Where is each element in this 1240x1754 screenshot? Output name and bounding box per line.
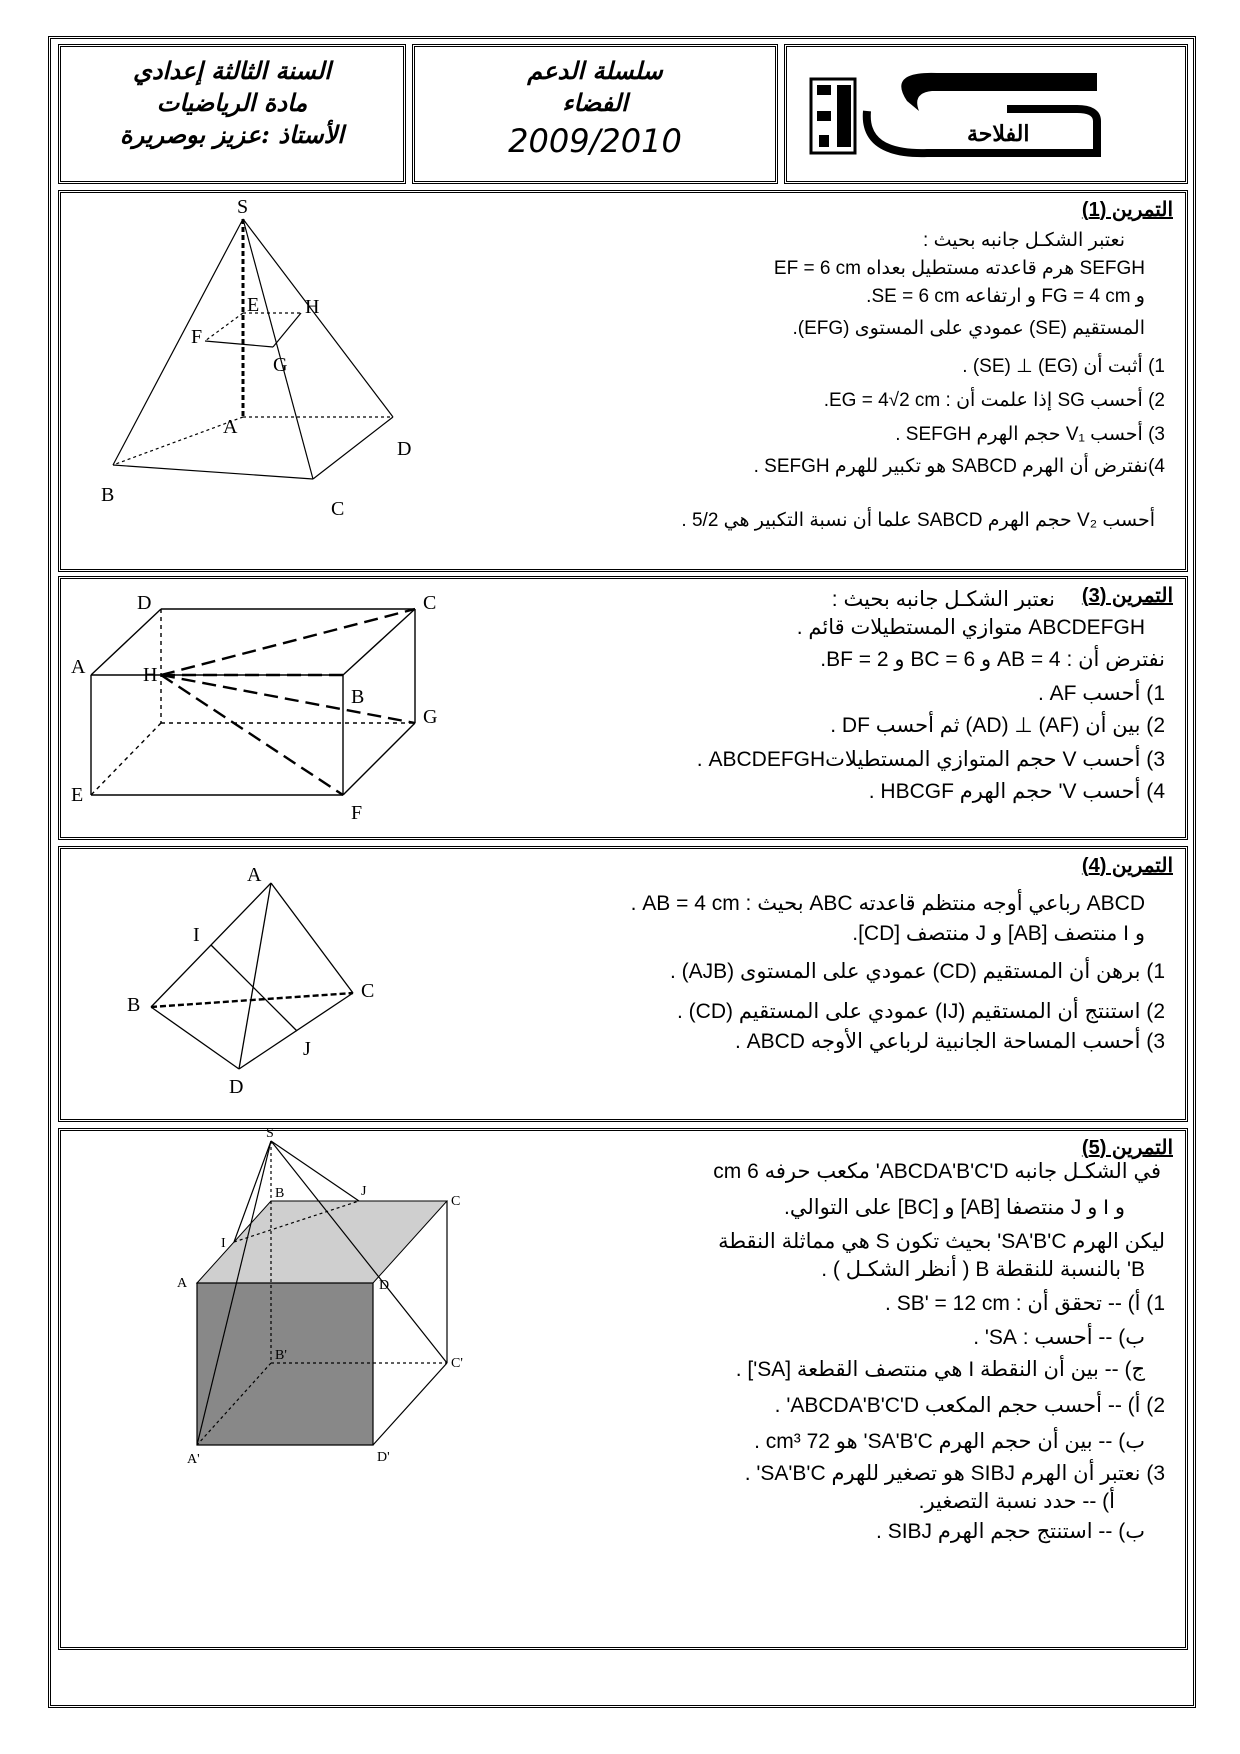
logo-text: الفلاحة bbox=[967, 121, 1030, 146]
ex5-line: ب) -- استنتج حجم الهرم SIBJ . bbox=[876, 1520, 1145, 1543]
fig4-label: C bbox=[361, 980, 375, 1002]
exercise-5-title: التمرين (5) bbox=[1081, 1137, 1173, 1159]
fig1-label: A bbox=[223, 416, 238, 438]
ex1-line: 3) أحسب V₁ حجم الهرم SEFGH . bbox=[895, 424, 1165, 445]
fig5-label: A' bbox=[187, 1452, 200, 1467]
ex3-line: ABCDEFGH متوازي المستطيلات قائم . bbox=[796, 616, 1145, 639]
ex3-line: 2) بين أن (AF) ⊥ (AD) ثم أحسب DF . bbox=[830, 714, 1165, 737]
ex4-line: و I منتصف [AB] و J منتصف [CD]. bbox=[852, 922, 1145, 945]
fig3-label: B bbox=[351, 686, 365, 708]
ex1-line: و FG = 4 cm و ارتفاعه SE = 6 cm. bbox=[866, 286, 1145, 307]
ex3-line: 1) أحسب AF . bbox=[1037, 682, 1165, 705]
fig5-label: B bbox=[275, 1186, 285, 1201]
ex5-line: ب) -- أحسب : SA' . bbox=[973, 1326, 1145, 1349]
ex4-line: 3) أحسب المساحة الجانبية لرباعي الأوجه ABCD . bbox=[734, 1030, 1165, 1053]
fig1-label: G bbox=[273, 354, 288, 376]
ex1-line: المستقيم (SE) عمودي على المستوى (EFG). bbox=[792, 318, 1145, 339]
ex3-line: 3) أحسب V حجم المتوازي المستطيلاتABCDEFGH . bbox=[696, 748, 1165, 771]
fig5-label: A bbox=[177, 1276, 188, 1291]
exercise-4-figure bbox=[121, 853, 481, 1113]
fig1-label: D bbox=[397, 438, 412, 460]
ex4-line: 2) استنتج أن المستقيم (IJ) عمودي على المستقيم (CD) . bbox=[676, 1000, 1165, 1023]
ex5-line: 2) أ) -- أحسب حجم المكعب ABCDA'B'C'D' . bbox=[774, 1394, 1165, 1417]
fig3-label: F bbox=[351, 802, 363, 824]
fig5-label: D' bbox=[377, 1450, 390, 1465]
ex1-line: أحسب V₂ حجم الهرم SABCD علما أن نسبة التكبير هي 5/2 . bbox=[681, 510, 1155, 531]
ex1-line: 2) أحسب SG إذا علمت أن : EG = 4√2 cm. bbox=[823, 390, 1165, 411]
fig5-label: C' bbox=[451, 1356, 463, 1371]
ex4-line: ABCD رباعي أوجه منتظم قاعدته ABC بحيث : AB = 4 cm . bbox=[630, 892, 1145, 915]
ex5-line: في الشكـل جانبه ABCDA'B'C'D' مكعب حرفه 6 cm bbox=[713, 1160, 1161, 1183]
fig1-label: B bbox=[101, 484, 115, 506]
subject-label: مادة الرياضيات bbox=[156, 88, 308, 117]
school-year: 2009/2010 bbox=[508, 122, 682, 160]
ex1-line: 1) أثبت أن (EG) ⊥ (SE) . bbox=[962, 356, 1165, 377]
exercise-3-title: التمرين (3) bbox=[1081, 585, 1173, 607]
teacher-label: الأستاذ :عزيز بوصريرة bbox=[120, 120, 344, 149]
ex5-line: و I و J منتصفا [AB] و [BC] على التوالي. bbox=[784, 1196, 1125, 1219]
ex3-line: نفترض أن : AB = 4 و BC = 6 و BF = 2. bbox=[820, 648, 1165, 671]
ex5-line: ليكن الهرم SA'B'C' بحيث تكون S هي مماثلة النقطة bbox=[718, 1230, 1165, 1253]
fig5-label: C bbox=[451, 1194, 461, 1209]
ex1-line: 4)نفترض أن الهرم SABCD هو تكبير للهرم SEFGH . bbox=[753, 456, 1165, 477]
ex4-line: 1) برهن أن المستقيم (CD) عمودي على المستوى (AJB) . bbox=[669, 960, 1165, 983]
logo-icon bbox=[807, 61, 1107, 161]
fig5-label: J bbox=[361, 1184, 367, 1199]
ex3-line: نعتبر الشكـل جانبه بحيث : bbox=[831, 588, 1055, 611]
fig5-label: D bbox=[379, 1278, 390, 1293]
exercise-4-title: التمرين (4) bbox=[1081, 855, 1173, 877]
fig4-label: B bbox=[127, 994, 141, 1016]
ex5-line: 1) أ) -- تحقق أن : SB' = 12 cm . bbox=[885, 1292, 1165, 1315]
exercise-5-figure bbox=[171, 1126, 641, 1641]
fig1-label: F bbox=[191, 326, 203, 348]
exercise-3-figure bbox=[71, 583, 471, 833]
ex5-line: ج) -- بين أن النقطة I هي منتصف القطعة [SA'] . bbox=[735, 1358, 1145, 1381]
topic-title: الفضاء bbox=[562, 88, 628, 117]
header-logo-cell bbox=[784, 44, 1188, 184]
fig1-label: E bbox=[247, 294, 260, 316]
fig3-label: A bbox=[71, 656, 86, 678]
header-left-cell bbox=[58, 44, 406, 184]
fig3-label: H bbox=[143, 664, 158, 686]
ex1-line: SEFGH هرم قاعدته مستطيل بعداه EF = 6 cm bbox=[773, 258, 1145, 279]
fig1-label: S bbox=[237, 196, 249, 218]
ex5-line: B' بالنسبة للنقطة B ( أنظر الشكـل ) . bbox=[821, 1258, 1145, 1281]
exercise-5-box bbox=[58, 1128, 1188, 1650]
exercise-3-box bbox=[58, 576, 1188, 840]
fig5-label: S bbox=[266, 1126, 274, 1141]
fig3-label: G bbox=[423, 706, 438, 728]
exercise-1-figure bbox=[101, 193, 481, 533]
exercise-1-title: التمرين (1) bbox=[1081, 199, 1173, 221]
ex1-line: نعتبر الشكـل جانبه بحيث : bbox=[923, 230, 1125, 251]
series-title: سلسلة الدعم bbox=[527, 56, 663, 85]
ex5-line: أ) -- حدد نسبة التصغير. bbox=[918, 1490, 1115, 1513]
fig4-label: J bbox=[303, 1038, 311, 1060]
fig4-label: A bbox=[247, 864, 262, 886]
fig3-label: C bbox=[423, 592, 437, 614]
header-center-cell bbox=[412, 44, 778, 184]
fig5-label: B' bbox=[275, 1348, 287, 1363]
exercise-1-box bbox=[58, 190, 1188, 572]
fig4-label: I bbox=[193, 924, 200, 946]
fig3-label: D bbox=[137, 592, 152, 614]
ex3-line: 4) أحسب V' حجم الهرم HBCGF . bbox=[868, 780, 1165, 803]
ex5-line: 3) نعتبر أن الهرم SIBJ هو تصغير للهرم SA'B'C' . bbox=[744, 1462, 1165, 1485]
exercise-4-box bbox=[58, 846, 1188, 1122]
grade-label: السنة الثالثة إعدادي bbox=[133, 56, 331, 85]
fig3-label: E bbox=[71, 784, 84, 806]
fig1-label: H bbox=[305, 296, 320, 318]
fig5-label: I bbox=[221, 1236, 226, 1251]
fig1-label: C bbox=[331, 498, 345, 520]
ex5-line: ب) -- بين أن حجم الهرم SA'B'C' هو 72 cm³ . bbox=[754, 1430, 1145, 1453]
fig4-label: D bbox=[229, 1076, 244, 1098]
